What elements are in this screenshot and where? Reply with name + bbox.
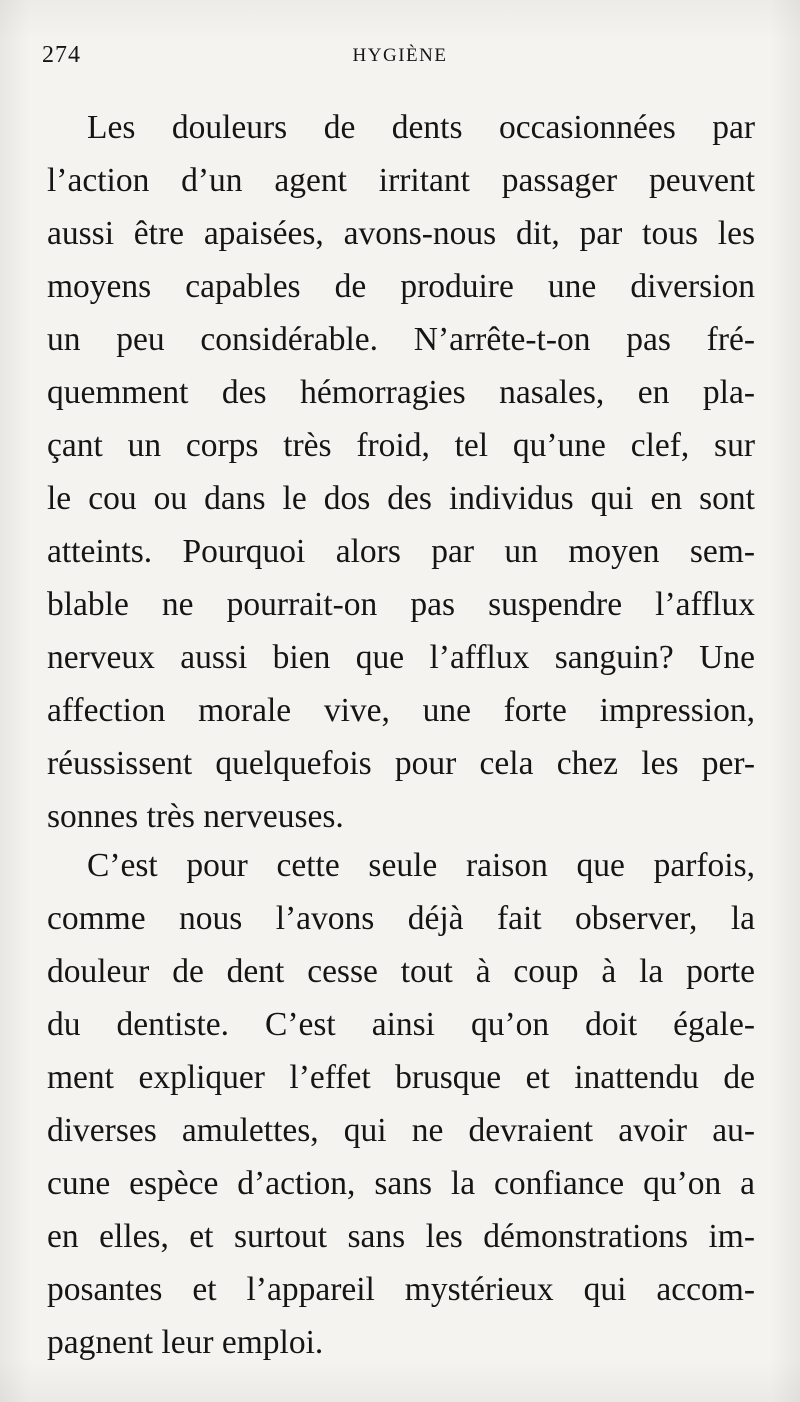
text-line: affection morale vive, une forte impression, — [47, 692, 755, 729]
text-line: diverses amulettes, qui ne devraient avoir au- — [47, 1112, 755, 1149]
text-line: Les douleurs de dents occasionnées par — [87, 109, 755, 146]
text-line: pagnent leur emploi. — [47, 1324, 324, 1361]
text-line: posantes et l’appareil mystérieux qui accom- — [47, 1271, 755, 1308]
text-line: nerveux aussi bien que l’afflux sanguin? Une — [47, 639, 755, 676]
text-line: réussissent quelquefois pour cela chez les per- — [47, 745, 755, 782]
text-line: ment expliquer l’effet brusque et inattendu de — [47, 1059, 755, 1096]
text-line: un peu considérable. N’arrête-t-on pas fré- — [47, 321, 755, 358]
text-line: cune espèce d’action, sans la confiance qu’on a — [47, 1165, 755, 1202]
page-number: 274 — [42, 42, 81, 68]
text-line: quemment des hémorragies nasales, en pla- — [47, 374, 755, 411]
text-line: douleur de dent cesse tout à coup à la porte — [47, 953, 755, 990]
text-line: en elles, et surtout sans les démonstrations im- — [47, 1218, 755, 1255]
text-line: aussi être apaisées, avons-nous dit, par tous les — [47, 215, 755, 252]
text-line: comme nous l’avons déjà fait observer, la — [47, 900, 755, 937]
text-line: le cou ou dans le dos des individus qui en sont — [47, 480, 755, 517]
text-line: çant un corps très froid, tel qu’une clef, sur — [47, 427, 755, 464]
text-line: atteints. Pourquoi alors par un moyen sem- — [47, 533, 755, 570]
text-line: l’action d’un agent irritant passager peuvent — [47, 162, 755, 199]
text-line: du dentiste. C’est ainsi qu’on doit égale- — [47, 1006, 755, 1043]
text-line: C’est pour cette seule raison que parfois, — [87, 847, 755, 884]
text-line: blable ne pourrait-on pas suspendre l’afflux — [47, 586, 755, 623]
text-line: moyens capables de produire une diversion — [47, 268, 755, 305]
running-head: HYGIÈNE — [352, 45, 448, 66]
text-line: sonnes très nerveuses. — [47, 798, 344, 835]
